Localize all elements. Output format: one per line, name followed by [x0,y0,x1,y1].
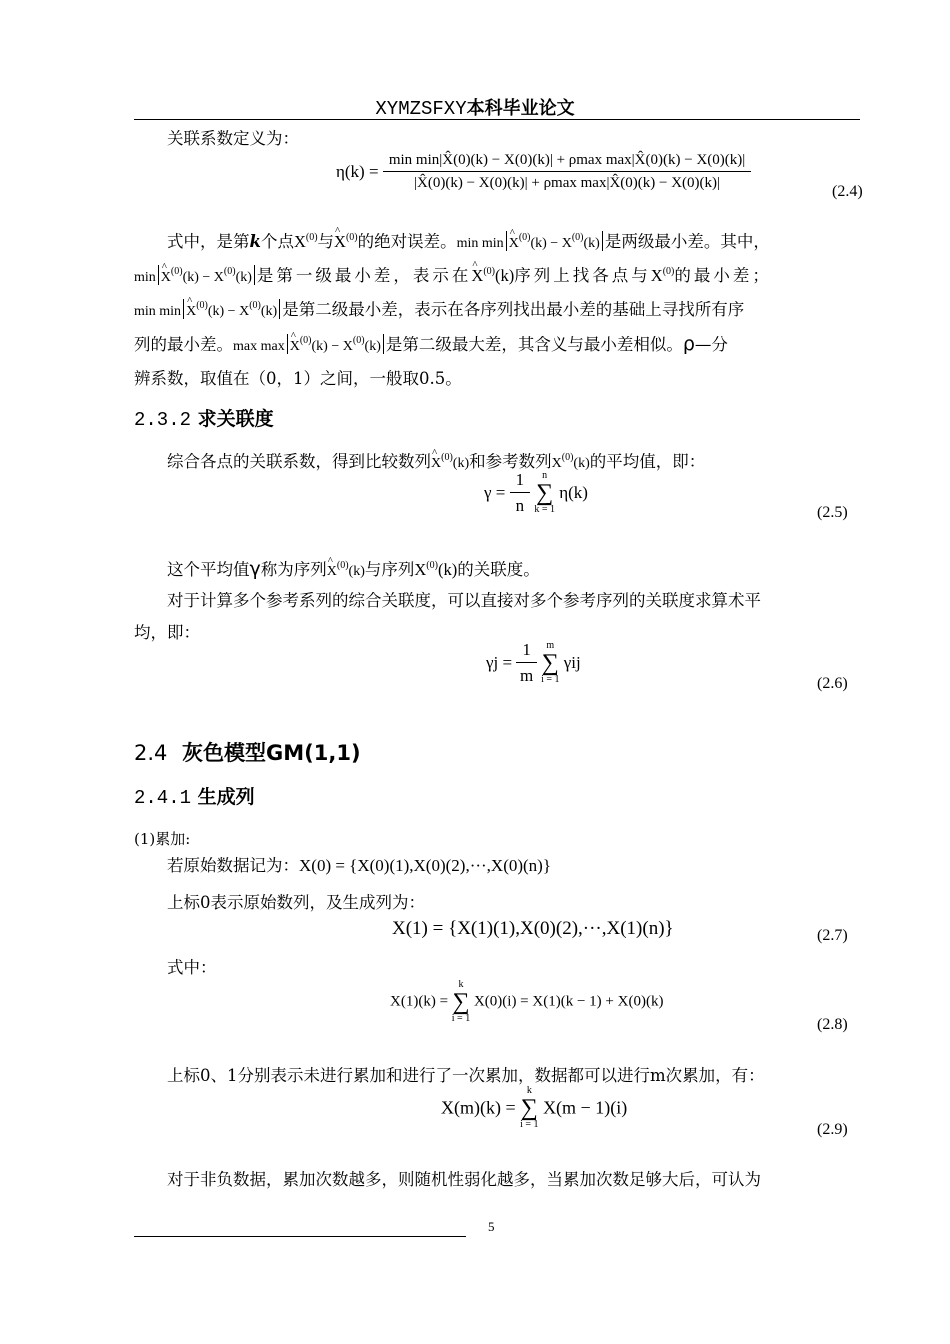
line-generate: 上标0表示原始数列，及生成列为： [167,893,425,912]
eq-2-6-num: 1 [516,640,537,663]
p3-a: 这个平均值 [167,560,250,579]
paragraph-3: 这个平均值γ称为序列^ $X^{(0)}(k)$与序列$X^{(0)}(k)$的关联度。 [167,553,540,588]
p1-l2c: 的最小差； [674,266,772,285]
eq-2-5-number: (2.5) [817,504,848,521]
intro-line: 关联系数定义为： [167,129,299,148]
sec-2-4-1-num: 2.4.1 [134,787,192,809]
p1-l2a: 是第一级最小差，表示在 [256,266,472,285]
paragraph-2: 综合各点的关联系数，得到比较数列^ $X^{(0)}(k)$和参考数列$X^{(0)}(k)$的平均值，即： [167,446,705,480]
equation-2-9: X(m)(k) = k ∑ i = 1 X(m − 1)(i) [441,1085,628,1130]
eq-2-8-rhs: X(0)(i) = X(1)(k − 1) + X(0)(k) [473,993,664,1010]
p3-gamma: γ [249,558,261,580]
eq-2-9-top: k [526,1085,532,1096]
eq-2-4-numerator: min min|X̂(0)(k) − X(0)(k)| + ρmax max|X̂(0)(k) − X(0)(k)| [383,152,751,172]
sec-2-4-num: 2.4 [134,741,168,765]
p4-l2: 均，即： [134,623,200,642]
p1-l1a: 式中，是第 [167,232,250,251]
p3-c: 与序列 [364,560,415,579]
p1-l5: 辨系数，取值在（0，1）之间，一般取0.5。 [134,369,462,388]
eq-2-4-denominator: |X̂(0)(k) − X(0)(k)| + ρmax max|X̂(0)(k) − X(0)(k)| [414,175,721,191]
eq-2-9-number: (2.9) [817,1121,848,1138]
eq-2-6-rhs: γij [563,653,581,672]
line-original-text: 若原始数据记为： [167,856,299,875]
header-rule [134,119,860,120]
eq-2-5-rhs: η(k) [559,483,588,502]
p1-k: k [249,232,261,251]
eq-2-9-bot: i = 1 [520,1119,539,1130]
eq-2-9-lhs: X(m)(k) = [441,1097,516,1118]
p3-d: 的关联度。 [457,560,540,579]
line-m: 上标0、1分别表示未进行累加和进行了一次累加，数据都可以进行m次累加，有： [167,1066,765,1085]
section-2-4 [134,737,361,767]
p1-l3a: 是第二级最小差，表示在各序列找出最小差的基础上寻找所有序 [282,300,745,319]
eq-2-8-number: (2.8) [817,1016,848,1033]
eq-2-6-lhs: γj = [486,653,513,672]
eq-2-5-bot: k = 1 [534,504,555,515]
header-title: 本科毕业论文 [466,98,575,119]
p4-l1: 对于计算多个参考系列的综合关联度，可以直接对多个参考序列的关联度求算术平 [167,591,761,610]
p1-l1d: 的绝对误差。 [357,232,457,251]
section-2-4-1 [134,782,255,809]
equation-2-7: X(1) = {X(1)(1),X(0)(2),···,X(1)(n)} [392,918,674,939]
sec-2-3-2-num: 2.3.2 [134,409,192,431]
equation-2-5: γ = $\frac{1}{n}$ n ∑ k = 1 η(k) [484,470,588,515]
p2-b: 和参考数列 [469,452,552,471]
eq-2-7-number: (2.7) [817,927,848,944]
p1-l1e: 是两级最小差。其中， [604,232,770,251]
p1-l4b: 是第二级最大差，其含义与最小差相似。 [385,335,683,354]
header-school: XYMZSFXY [375,98,467,120]
sec-2-4-title: 灰色模型GM(1,1) [182,741,361,765]
eq-2-4-lhs: η(k) = [336,162,379,181]
eq-2-5-num: 1 [510,470,531,493]
eq-original: X(0) = {X(0)(1),X(0)(2),···,X(0)(n)} [299,856,552,875]
eq-2-6-number: (2.6) [817,675,848,692]
eq-2-8-lhs: X(1)(k) = [390,993,449,1010]
p1-l2b: 序列上找各点与 [514,266,651,285]
p2-c: 的平均值，即： [589,452,706,471]
last-line: 对于非负数据，累加次数越多，则随机性弱化越多，当累加次数足够大后，可认为 [167,1170,761,1189]
eq-2-8-top: k [458,979,464,990]
p1-l4c: —分 [694,335,728,354]
sec-2-3-2-title: 求关联度 [197,408,274,430]
page-number: 5 [488,1219,495,1234]
p1-l4a: 列的最小差。 [134,335,233,354]
sec-2-4-1-title: 生成列 [197,786,255,808]
equation-2-8: X(1)(k) = k ∑ i = 1 X(0)(i) = X(1)(k − 1) + X(0)(k) [390,979,664,1024]
equation-2-6: γj = $\frac{1}{m}$ m ∑ i = 1 γij [486,640,581,685]
eq-2-5-lhs: γ = [484,483,506,502]
paragraph-1: 式中，是第k个点$X^{(0)}$与^ $X^{(0)}$的绝对误差。min min^ $X^{(0)}(k) - X^{(0)}(k)$ 是两级最小差。其中， min^ $X^{(0)}(k) - X^{(0)}(k)$ 是第一级最小差，表示在^ $X^{(0)}(k)$序列上找各点与$X^{(0)}$的最小差； min min^ $X^{(0)}(k) - X^{(0)}(k)$ 是第二级最小差，表示在各序列找出最小差的基础上寻找所有序 列的最小差。max max^ $X^{(0)}(k) - X^{(0)}(k)$ 是第二级最大差，其含义与最小差相似。ρ—分 辨系数，取值在（0，1）之间，一般取0.5。 [134,226,864,395]
eq-2-5-den: n [515,496,525,515]
eq-2-6-top: m [546,640,555,651]
eq-2-9-rhs: X(m − 1)(i) [543,1097,628,1118]
item-1: (1)累加: [134,830,191,848]
eq-2-4-number: (2.4) [832,183,863,200]
eq-2-4-fraction [383,152,751,192]
eq-2-6-bot: i = 1 [541,674,560,685]
p1-l1b: 个点 [260,232,294,251]
section-2-3-2 [134,404,274,431]
p2-a: 综合各点的关联系数，得到比较数列 [167,452,431,471]
footer-rule [134,1236,466,1237]
p1-l1c: 与 [317,232,335,251]
p1-rho: ρ [682,333,695,355]
eq-2-8-bot: i = 1 [451,1013,471,1024]
equation-2-4 [336,152,751,192]
page-header [0,94,950,120]
p3-b: 称为序列 [260,560,327,579]
line-where: 式中： [167,958,217,977]
line-original [167,850,551,882]
eq-2-6-den: m [519,666,534,685]
eq-2-5-top: n [542,470,548,481]
